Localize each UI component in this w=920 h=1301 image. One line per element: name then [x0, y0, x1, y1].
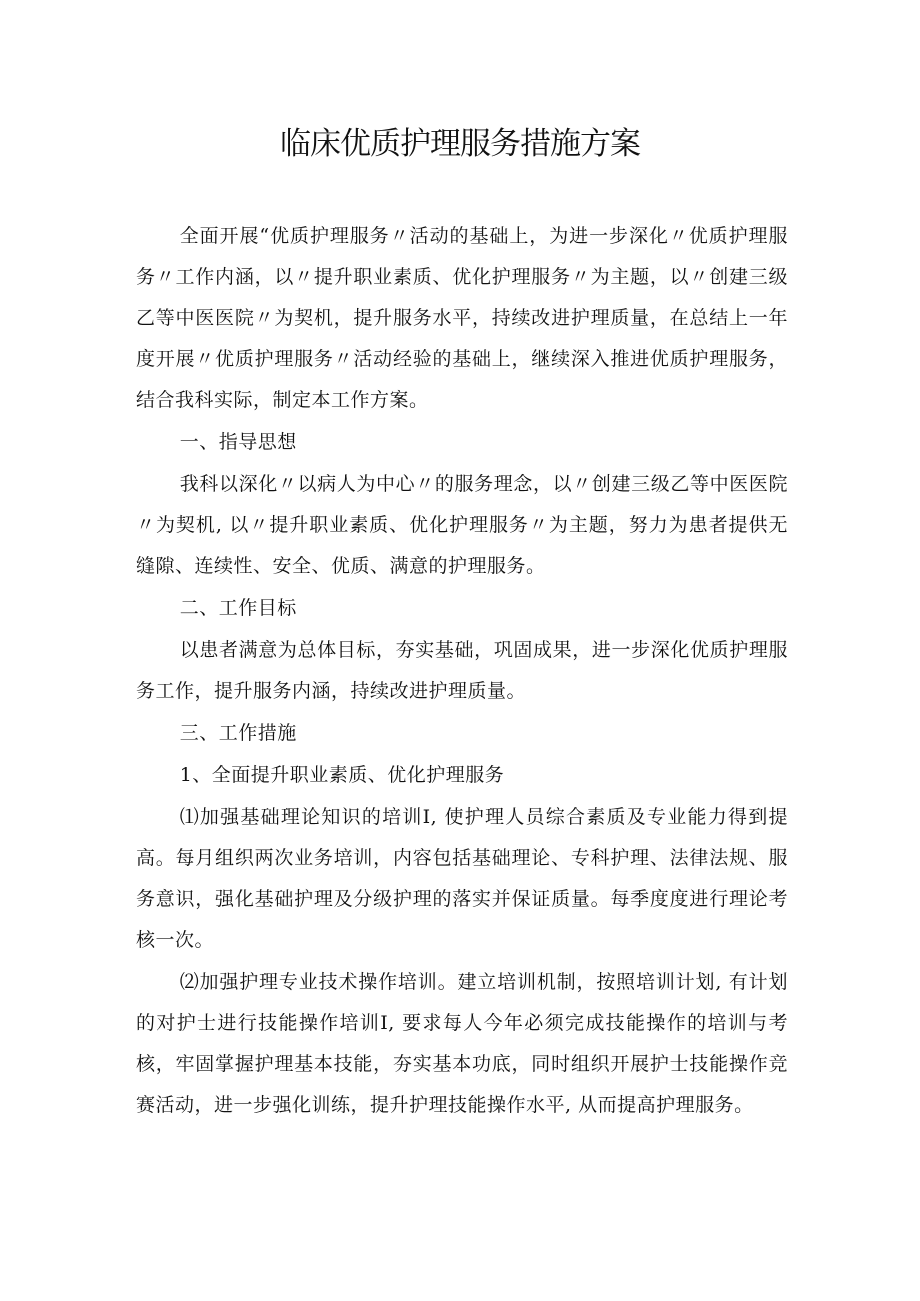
measure-item-2-paragraph: ⑵加强护理专业技术操作培训。建立培训机制，按照培训计划, 有计划的对护士进行技能操作培训I, 要求每人今年必须完成技能操作的培训与考核，牢固掌握护理基本技能，夯实基本功底，同时组织开展护士技能操作竞赛活动，进一步强化训练，提升护理技能操作水平, 从而提高护理服务。	[136, 971, 788, 1116]
subsection-heading-1: 1、全面提升职业素质、优化护理服务	[179, 764, 505, 786]
section-heading-guiding-ideology: 一、指导思想	[179, 431, 297, 453]
document-body	[136, 216, 788, 1126]
intro-paragraph: 全面开展“优质护理服务〃活动的基础上，为进一步深化〃优质护理服务〃工作内涵，以〃提升职业素质、优化护理服务〃为主题，以〃创建三级乙等中医医院〃为契机，提升服务水平，持续改进护理质量，在总结上一年度开展〃优质护理服务〃活动经验的基础上，继续深入推进优质护理服务，结合我科实际，制定本工作方案。	[136, 225, 788, 411]
guiding-ideology-paragraph: 我科以深化〃以病人为中心〃的服务理念，以〃创建三级乙等中医医院〃为契机, 以〃提升职业素质、优化护理服务〃为主题，努力为患者提供无缝隙、连续性、安全、优质、满意的护理服务。	[136, 473, 788, 577]
section-heading-work-measures: 三、工作措施	[179, 722, 297, 744]
measure-item-1-paragraph: ⑴加强基础理论知识的培训I, 使护理人员综合素质及专业能力得到提高。每月组织两次业务培训，内容包括基础理论、专科护理、法律法规、服务意识，强化基础护理及分级护理的落实并保证质量。每季度度进行理论考核一次。	[136, 806, 788, 951]
document-title: 临床优质护理服务措施方案	[280, 126, 640, 162]
work-goals-paragraph: 以患者满意为总体目标，夯实基础，巩固成果，进一步深化优质护理服务工作，提升服务内涵，持续改进护理质量。	[136, 639, 788, 702]
section-heading-work-goals: 二、工作目标	[179, 597, 297, 619]
